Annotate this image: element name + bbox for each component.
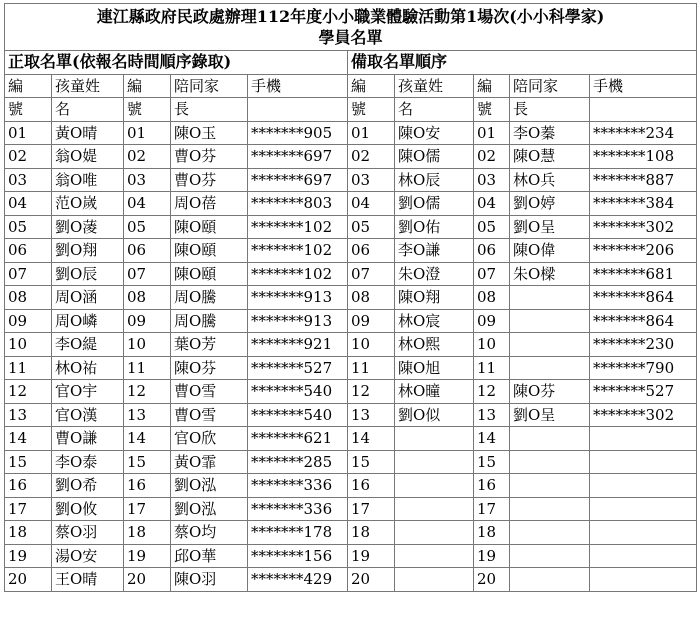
admitted-entry-number: 18 <box>5 521 52 545</box>
table-row <box>5 239 697 263</box>
admitted-guardian-number: 07 <box>124 262 171 286</box>
waitlist-phone-number <box>590 474 697 498</box>
admitted-guardian-name: 周O騰 <box>171 286 248 310</box>
waitlist-guardian-name: 劉O婷 <box>510 192 590 216</box>
waitlist-guardian-number: 09 <box>474 309 510 333</box>
header-row-2 <box>5 98 697 122</box>
waitlist-guardian-number: 18 <box>474 521 510 545</box>
admitted-child-name: 黃O晴 <box>52 121 124 145</box>
header-child: 名 <box>395 98 474 122</box>
admitted-entry-number: 10 <box>5 333 52 357</box>
admitted-phone-number: *******905 <box>248 121 348 145</box>
admitted-guardian-name: 陳O頤 <box>171 262 248 286</box>
waitlist-child-name: 李O謙 <box>395 239 474 263</box>
header-no: 號 <box>124 98 171 122</box>
admitted-phone-number: *******540 <box>248 403 348 427</box>
waitlist-guardian-name: 陳O芬 <box>510 380 590 404</box>
header-phone-blank <box>590 98 697 122</box>
waitlist-guardian-number: 16 <box>474 474 510 498</box>
waitlist-entry-number: 13 <box>348 403 395 427</box>
waitlist-child-name <box>395 497 474 521</box>
page-title <box>5 4 697 51</box>
admitted-guardian-name: 曹O雪 <box>171 380 248 404</box>
waitlist-phone-number: *******302 <box>590 403 697 427</box>
admitted-guardian-name: 黃O霏 <box>171 450 248 474</box>
admitted-child-name: 范O嵗 <box>52 192 124 216</box>
table-row <box>5 450 697 474</box>
admitted-phone-number: *******621 <box>248 427 348 451</box>
waitlist-guardian-number: 11 <box>474 356 510 380</box>
waitlist-child-name: 陳O安 <box>395 121 474 145</box>
waitlist-child-name: 林O曈 <box>395 380 474 404</box>
table-row <box>5 215 697 239</box>
admitted-child-name: 劉O希 <box>52 474 124 498</box>
admitted-guardian-name: 曹O芬 <box>171 145 248 169</box>
table-row <box>5 168 697 192</box>
admitted-entry-number: 19 <box>5 544 52 568</box>
waitlist-child-name: 陳O翔 <box>395 286 474 310</box>
waitlist-entry-number: 15 <box>348 450 395 474</box>
admitted-guardian-number: 05 <box>124 215 171 239</box>
admitted-guardian-name: 陳O玉 <box>171 121 248 145</box>
admitted-phone-number: *******921 <box>248 333 348 357</box>
admitted-guardian-number: 15 <box>124 450 171 474</box>
admitted-entry-number: 17 <box>5 497 52 521</box>
waitlist-child-name: 林O宸 <box>395 309 474 333</box>
admitted-entry-number: 09 <box>5 309 52 333</box>
waitlist-child-name: 劉O儒 <box>395 192 474 216</box>
admitted-guardian-name: 周O騰 <box>171 309 248 333</box>
admitted-guardian-name: 邱O華 <box>171 544 248 568</box>
admitted-guardian-number: 11 <box>124 356 171 380</box>
admitted-child-name: 劉O攸 <box>52 497 124 521</box>
waitlist-guardian-number: 01 <box>474 121 510 145</box>
admitted-guardian-name: 蔡O均 <box>171 521 248 545</box>
waitlist-guardian-name <box>510 450 590 474</box>
waitlist-phone-number <box>590 450 697 474</box>
admitted-guardian-number: 17 <box>124 497 171 521</box>
waitlist-guardian-name <box>510 568 590 592</box>
admitted-guardian-name: 劉O泓 <box>171 474 248 498</box>
waitlist-entry-number: 11 <box>348 356 395 380</box>
admitted-child-name: 湯O安 <box>52 544 124 568</box>
header-no: 編 <box>474 74 510 98</box>
waitlist-child-name <box>395 450 474 474</box>
admitted-guardian-number: 02 <box>124 145 171 169</box>
waitlist-guardian-name: 林O兵 <box>510 168 590 192</box>
admitted-guardian-number: 16 <box>124 474 171 498</box>
admitted-phone-number: *******102 <box>248 239 348 263</box>
waitlist-entry-number: 04 <box>348 192 395 216</box>
admitted-phone-number: *******697 <box>248 168 348 192</box>
waitlist-entry-number: 12 <box>348 380 395 404</box>
table-row <box>5 356 697 380</box>
waitlist-phone-number: *******864 <box>590 309 697 333</box>
admitted-entry-number: 05 <box>5 215 52 239</box>
admitted-entry-number: 11 <box>5 356 52 380</box>
waitlist-phone-number: *******864 <box>590 286 697 310</box>
admitted-guardian-number: 04 <box>124 192 171 216</box>
waitlist-guardian-name <box>510 286 590 310</box>
admitted-phone-number: *******178 <box>248 521 348 545</box>
waitlist-section-title: 備取名單順序 <box>348 51 697 75</box>
table-row <box>5 380 697 404</box>
table-row <box>5 262 697 286</box>
header-child: 孩童姓 <box>52 74 124 98</box>
admitted-child-name: 王O晴 <box>52 568 124 592</box>
admitted-guardian-number: 08 <box>124 286 171 310</box>
admitted-guardian-name: 陳O芬 <box>171 356 248 380</box>
header-phone-blank <box>248 98 348 122</box>
admitted-guardian-name: 陳O頤 <box>171 239 248 263</box>
waitlist-guardian-number: 19 <box>474 544 510 568</box>
waitlist-entry-number: 02 <box>348 145 395 169</box>
waitlist-child-name: 劉O佑 <box>395 215 474 239</box>
waitlist-guardian-number: 10 <box>474 333 510 357</box>
admitted-child-name: 官O宇 <box>52 380 124 404</box>
admitted-guardian-name: 陳O羽 <box>171 568 248 592</box>
waitlist-guardian-number: 02 <box>474 145 510 169</box>
waitlist-phone-number: *******302 <box>590 215 697 239</box>
header-no: 號 <box>474 98 510 122</box>
admitted-guardian-name: 曹O雪 <box>171 403 248 427</box>
admitted-child-name: 官O漢 <box>52 403 124 427</box>
waitlist-guardian-name <box>510 309 590 333</box>
waitlist-entry-number: 14 <box>348 427 395 451</box>
admitted-guardian-number: 06 <box>124 239 171 263</box>
table-row <box>5 427 697 451</box>
header-row-1 <box>5 74 697 98</box>
waitlist-guardian-name: 劉O呈 <box>510 403 590 427</box>
table-row <box>5 333 697 357</box>
admitted-child-name: 林O祐 <box>52 356 124 380</box>
waitlist-entry-number: 17 <box>348 497 395 521</box>
admitted-section-title: 正取名單(依報名時間順序錄取) <box>5 51 348 75</box>
admitted-entry-number: 06 <box>5 239 52 263</box>
admitted-entry-number: 12 <box>5 380 52 404</box>
title-row <box>5 4 697 51</box>
waitlist-guardian-name: 朱O樑 <box>510 262 590 286</box>
waitlist-guardian-number: 05 <box>474 215 510 239</box>
section-row <box>5 51 697 75</box>
waitlist-entry-number: 18 <box>348 521 395 545</box>
waitlist-phone-number <box>590 497 697 521</box>
admitted-phone-number: *******102 <box>248 215 348 239</box>
table-row <box>5 145 697 169</box>
waitlist-phone-number: *******108 <box>590 145 697 169</box>
admitted-phone-number: *******913 <box>248 286 348 310</box>
waitlist-child-name <box>395 544 474 568</box>
admitted-guardian-number: 14 <box>124 427 171 451</box>
waitlist-entry-number: 01 <box>348 121 395 145</box>
waitlist-guardian-name: 陳O慧 <box>510 145 590 169</box>
waitlist-guardian-number: 07 <box>474 262 510 286</box>
admitted-child-name: 劉O蓤 <box>52 215 124 239</box>
admitted-phone-number: *******285 <box>248 450 348 474</box>
admitted-phone-number: *******697 <box>248 145 348 169</box>
admitted-phone-number: *******156 <box>248 544 348 568</box>
waitlist-guardian-number: 13 <box>474 403 510 427</box>
waitlist-entry-number: 03 <box>348 168 395 192</box>
admitted-child-name: 翁O唯 <box>52 168 124 192</box>
waitlist-guardian-name: 陳O偉 <box>510 239 590 263</box>
waitlist-phone-number: *******384 <box>590 192 697 216</box>
admitted-guardian-number: 19 <box>124 544 171 568</box>
waitlist-guardian-name <box>510 521 590 545</box>
admitted-entry-number: 04 <box>5 192 52 216</box>
admitted-child-name: 周O涵 <box>52 286 124 310</box>
admitted-guardian-name: 官O欣 <box>171 427 248 451</box>
admitted-guardian-name: 劉O泓 <box>171 497 248 521</box>
header-guardian: 陪同家 <box>171 74 248 98</box>
header-phone: 手機 <box>590 74 697 98</box>
waitlist-entry-number: 20 <box>348 568 395 592</box>
waitlist-phone-number: *******681 <box>590 262 697 286</box>
waitlist-guardian-number: 14 <box>474 427 510 451</box>
waitlist-phone-number: *******527 <box>590 380 697 404</box>
waitlist-guardian-number: 08 <box>474 286 510 310</box>
admitted-child-name: 劉O辰 <box>52 262 124 286</box>
waitlist-guardian-name <box>510 544 590 568</box>
table-row <box>5 521 697 545</box>
waitlist-guardian-name: 李O蓁 <box>510 121 590 145</box>
title-line-2: 學員名單 <box>318 28 383 47</box>
waitlist-guardian-number: 06 <box>474 239 510 263</box>
admitted-phone-number: *******336 <box>248 497 348 521</box>
admitted-child-name: 劉O翔 <box>52 239 124 263</box>
waitlist-guardian-name <box>510 356 590 380</box>
admitted-entry-number: 07 <box>5 262 52 286</box>
admitted-child-name: 周O嶙 <box>52 309 124 333</box>
waitlist-phone-number: *******887 <box>590 168 697 192</box>
waitlist-entry-number: 08 <box>348 286 395 310</box>
waitlist-guardian-number: 15 <box>474 450 510 474</box>
header-no: 編 <box>124 74 171 98</box>
waitlist-guardian-number: 04 <box>474 192 510 216</box>
header-child: 名 <box>52 98 124 122</box>
waitlist-child-name: 陳O儒 <box>395 145 474 169</box>
admitted-guardian-number: 09 <box>124 309 171 333</box>
waitlist-child-name <box>395 474 474 498</box>
waitlist-child-name: 林O辰 <box>395 168 474 192</box>
admitted-guardian-number: 10 <box>124 333 171 357</box>
waitlist-entry-number: 07 <box>348 262 395 286</box>
waitlist-guardian-name <box>510 333 590 357</box>
header-no: 號 <box>348 98 395 122</box>
waitlist-child-name: 林O熙 <box>395 333 474 357</box>
waitlist-child-name: 劉O似 <box>395 403 474 427</box>
admitted-entry-number: 01 <box>5 121 52 145</box>
admitted-phone-number: *******803 <box>248 192 348 216</box>
admitted-entry-number: 08 <box>5 286 52 310</box>
admitted-guardian-name: 曹O芬 <box>171 168 248 192</box>
admitted-child-name: 李O緹 <box>52 333 124 357</box>
admitted-phone-number: *******540 <box>248 380 348 404</box>
header-guardian: 長 <box>171 98 248 122</box>
waitlist-guardian-name <box>510 497 590 521</box>
waitlist-guardian-number: 12 <box>474 380 510 404</box>
admitted-guardian-number: 01 <box>124 121 171 145</box>
admitted-phone-number: *******527 <box>248 356 348 380</box>
header-no: 編 <box>348 74 395 98</box>
table-row <box>5 568 697 592</box>
waitlist-entry-number: 10 <box>348 333 395 357</box>
table-row <box>5 474 697 498</box>
admitted-guardian-number: 18 <box>124 521 171 545</box>
admitted-guardian-name: 周O蓓 <box>171 192 248 216</box>
admitted-entry-number: 13 <box>5 403 52 427</box>
admitted-child-name: 翁O媞 <box>52 145 124 169</box>
header-no: 編 <box>5 74 52 98</box>
roster-table <box>4 3 697 592</box>
waitlist-phone-number <box>590 568 697 592</box>
waitlist-entry-number: 06 <box>348 239 395 263</box>
title-line-1: 連江縣政府民政處辦理112年度小小職業體驗活動第1場次(小小科學家) <box>96 7 605 26</box>
admitted-guardian-number: 03 <box>124 168 171 192</box>
admitted-phone-number: *******429 <box>248 568 348 592</box>
waitlist-phone-number: *******234 <box>590 121 697 145</box>
waitlist-phone-number <box>590 521 697 545</box>
table-row <box>5 403 697 427</box>
admitted-entry-number: 15 <box>5 450 52 474</box>
admitted-phone-number: *******913 <box>248 309 348 333</box>
admitted-entry-number: 16 <box>5 474 52 498</box>
admitted-entry-number: 02 <box>5 145 52 169</box>
table-row <box>5 309 697 333</box>
waitlist-guardian-number: 20 <box>474 568 510 592</box>
waitlist-guardian-number: 17 <box>474 497 510 521</box>
admitted-guardian-name: 葉O芳 <box>171 333 248 357</box>
header-no: 號 <box>5 98 52 122</box>
header-guardian: 長 <box>510 98 590 122</box>
table-row <box>5 121 697 145</box>
admitted-phone-number: *******102 <box>248 262 348 286</box>
waitlist-phone-number: *******230 <box>590 333 697 357</box>
admitted-guardian-number: 12 <box>124 380 171 404</box>
table-row <box>5 286 697 310</box>
table-row <box>5 192 697 216</box>
waitlist-phone-number: *******790 <box>590 356 697 380</box>
header-guardian: 陪同家 <box>510 74 590 98</box>
waitlist-entry-number: 09 <box>348 309 395 333</box>
admitted-child-name: 李O泰 <box>52 450 124 474</box>
admitted-guardian-name: 陳O頤 <box>171 215 248 239</box>
waitlist-phone-number: *******206 <box>590 239 697 263</box>
waitlist-phone-number <box>590 544 697 568</box>
table-row <box>5 544 697 568</box>
header-child: 孩童姓 <box>395 74 474 98</box>
waitlist-phone-number <box>590 427 697 451</box>
waitlist-child-name <box>395 568 474 592</box>
admitted-guardian-number: 20 <box>124 568 171 592</box>
waitlist-child-name: 陳O旭 <box>395 356 474 380</box>
waitlist-entry-number: 05 <box>348 215 395 239</box>
waitlist-entry-number: 19 <box>348 544 395 568</box>
admitted-entry-number: 03 <box>5 168 52 192</box>
waitlist-entry-number: 16 <box>348 474 395 498</box>
admitted-child-name: 蔡O羽 <box>52 521 124 545</box>
waitlist-child-name: 朱O澄 <box>395 262 474 286</box>
waitlist-child-name <box>395 521 474 545</box>
waitlist-guardian-number: 03 <box>474 168 510 192</box>
waitlist-child-name <box>395 427 474 451</box>
admitted-phone-number: *******336 <box>248 474 348 498</box>
waitlist-guardian-name: 劉O呈 <box>510 215 590 239</box>
header-phone: 手機 <box>248 74 348 98</box>
admitted-guardian-number: 13 <box>124 403 171 427</box>
admitted-entry-number: 14 <box>5 427 52 451</box>
admitted-entry-number: 20 <box>5 568 52 592</box>
admitted-child-name: 曹O謙 <box>52 427 124 451</box>
waitlist-guardian-name <box>510 427 590 451</box>
waitlist-guardian-name <box>510 474 590 498</box>
table-row <box>5 497 697 521</box>
